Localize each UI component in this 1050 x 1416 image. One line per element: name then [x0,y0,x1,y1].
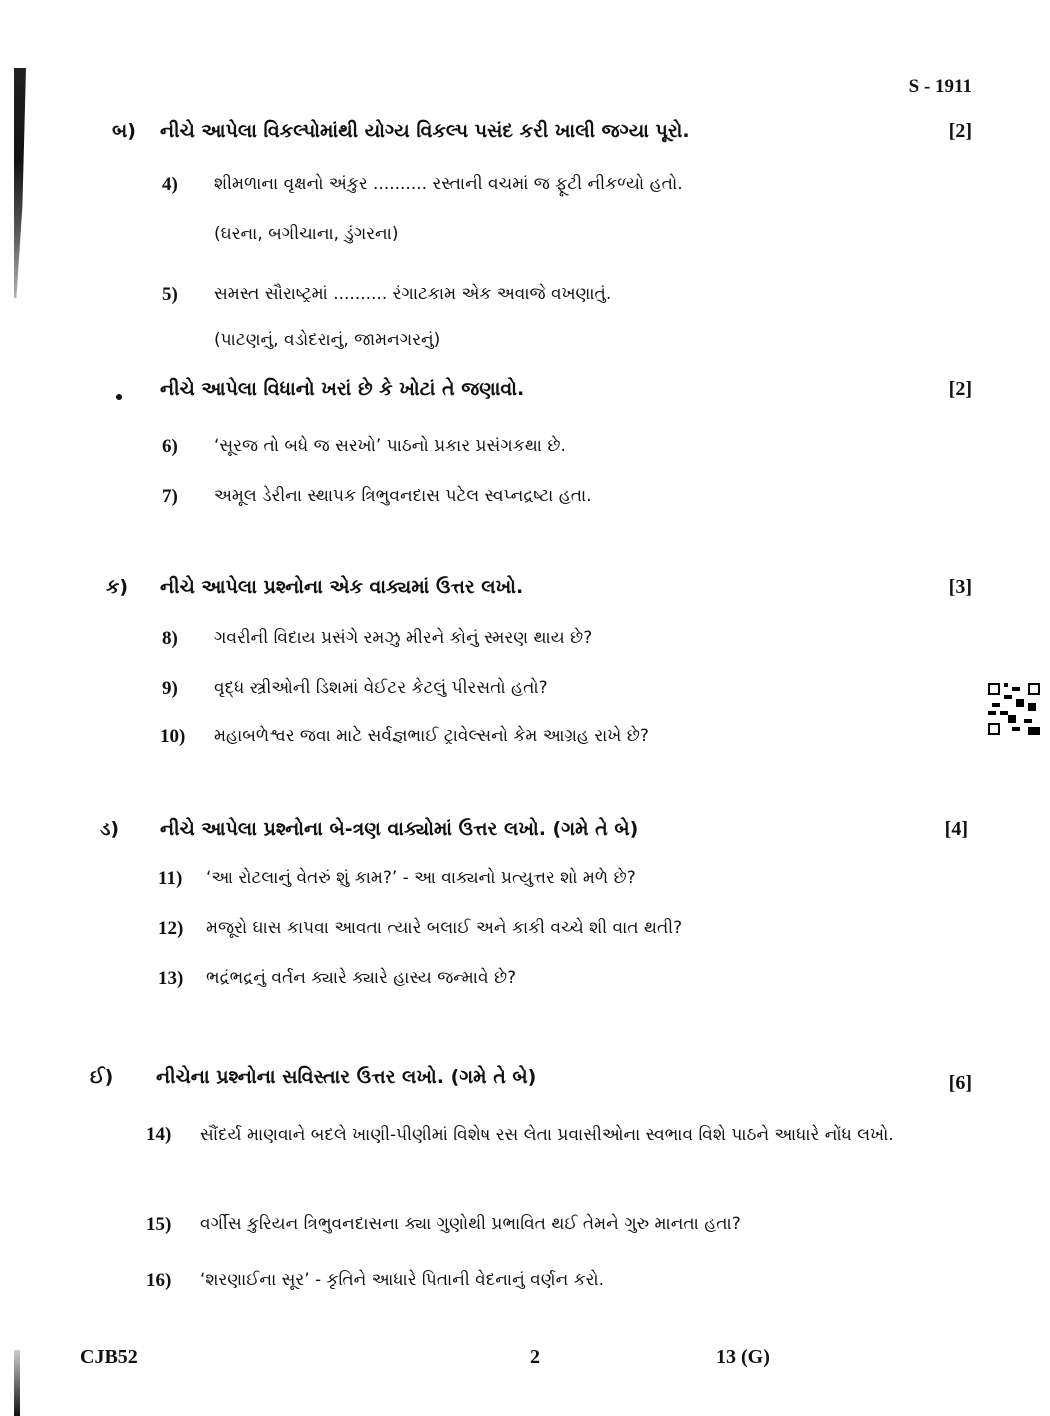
section-title: નીચે આપેલા પ્રશ્નોના બે-ત્રણ વાક્યોમાં ઉત્તર લખો. (ગમે તે બે) [160,818,639,840]
section-heading [0,818,1050,850]
qr-code-icon [988,683,1040,735]
question-text: ગવરીની વિદાય પ્રસંગે રમઝુ મીરને કોનું સ્મરણ થાય છે? [214,628,593,648]
page-number: 2 [530,1346,540,1368]
question-text: સમસ્ત સૌરાષ્ટ્રમાં .......... રંગાટકામ એક અવાજે વખણાતું. [214,284,612,304]
question-text: ‘શરણાઈના સૂર’ - કૃતિને આધારે પિતાની વેદનાનું વર્ણન કરો. [200,1270,605,1290]
section-marker: ક) [106,576,129,598]
question-text: સૌંદર્ય માણવાને બદલે ખાણી-પીણીમાં વિશેષ રસ લેતા પ્રવાસીઓના સ્વભાવ વિશે પાઠને આધારે નોંધ લખો. [200,1125,894,1145]
section-title: નીચે આપેલા વિકલ્પોમાંથી યોગ્ય વિકલ્પ પસંદ કરી ખાલી જગ્યા પૂરો. [160,120,690,142]
section-marks: [3] [948,576,972,598]
section-heading [0,120,1050,152]
section-title: નીચેના પ્રશ્નોના સવિસ્તાર ઉત્તર લખો. (ગમે તે બે) [156,1066,537,1088]
section-title: નીચે આપેલા વિધાનો ખરાં છે કે ખોટાં તે જણાવો. [160,378,525,400]
question-text: વર્ગીસ કુરિયન ત્રિભુવનદાસના ક્યા ગુણોથી પ્રભાવિત થઈ તેમને ગુરુ માનતા હતા? [200,1214,741,1234]
question-options: (ઘરના, બગીચાના, ડુંગરના) [214,224,399,244]
question-number: 11) [158,868,183,889]
question-text: મજૂરો ઘાસ કાપવા આવતા ત્યારે બલાઈ અને કાકી વચ્ચે શી વાત થતી? [206,918,683,938]
section-marks: [2] [948,120,972,142]
question-number: 15) [146,1214,172,1235]
paper-code: S - 1911 [908,76,972,97]
question-text: ભદ્રંભદ્રનું વર્તન ક્યારે ક્યારે હાસ્ય જન્માવે છે? [206,968,517,988]
question-text: વૃદ્ધ સ્ત્રીઓની ડિશમાં વેઈટર કેટલું પીરસતો હતો? [214,678,548,698]
question-text: અમૂલ ડેરીના સ્થાપક ત્રિભુવનદાસ પટેલ સ્વપ્નદ્રષ્ટા હતા. [214,486,592,506]
section-heading [0,576,1050,608]
question-number: 13) [158,968,184,989]
section-marks: [2] [948,378,972,400]
section-marks: [6] [948,1072,972,1094]
question-text: શીમળાના વૃક્ષનો અંકુર .......... રસ્તાની વચમાં જ ફૂટી નીકળ્યો હતો. [214,174,683,194]
question-number: 4) [162,174,178,195]
question-number: 7) [162,486,178,507]
question-number: 12) [158,918,184,939]
question-text: ‘સૂરજ તો બધે જ સરખો’ પાઠનો પ્રકાર પ્રસંગકથા છે. [214,436,566,456]
footer-code: CJB52 [80,1346,138,1368]
section-title: નીચે આપેલા પ્રશ્નોના એક વાક્યમાં ઉત્તર લખો. [160,576,524,598]
question-text: મહાબળેશ્વર જવા માટે સર્વજ્ઞભાઈ ટ્રાવેલ્સનો કેમ આગ્રહ રાખે છે? [214,726,649,746]
section-marker: ડ) [100,818,120,840]
scan-edge-shadow-bottom [14,1350,20,1416]
scan-edge-shadow [14,68,26,298]
section-marker: ઈ) [90,1066,114,1088]
question-number: 14) [146,1124,172,1145]
question-text: ‘આ રોટલાનું વેતરું શું કામ?’ - આ વાક્યનો પ્રત્યુત્તર શો મળે છે? [206,868,636,888]
section-marks: [4] [944,818,968,840]
question-options: (પાટણનું, વડોદરાનું, જામનગરનું) [214,330,441,350]
question-number: 6) [162,436,178,457]
footer-paper-id: 13 (G) [716,1346,770,1368]
question-number: 10) [160,726,186,747]
section-heading [0,378,1050,410]
question-number: 9) [162,678,178,699]
section-heading [0,1066,1050,1098]
question-number: 8) [162,628,178,649]
section-marker: બ) [112,120,136,142]
question-number: 5) [162,284,178,305]
question-number: 16) [146,1270,172,1291]
